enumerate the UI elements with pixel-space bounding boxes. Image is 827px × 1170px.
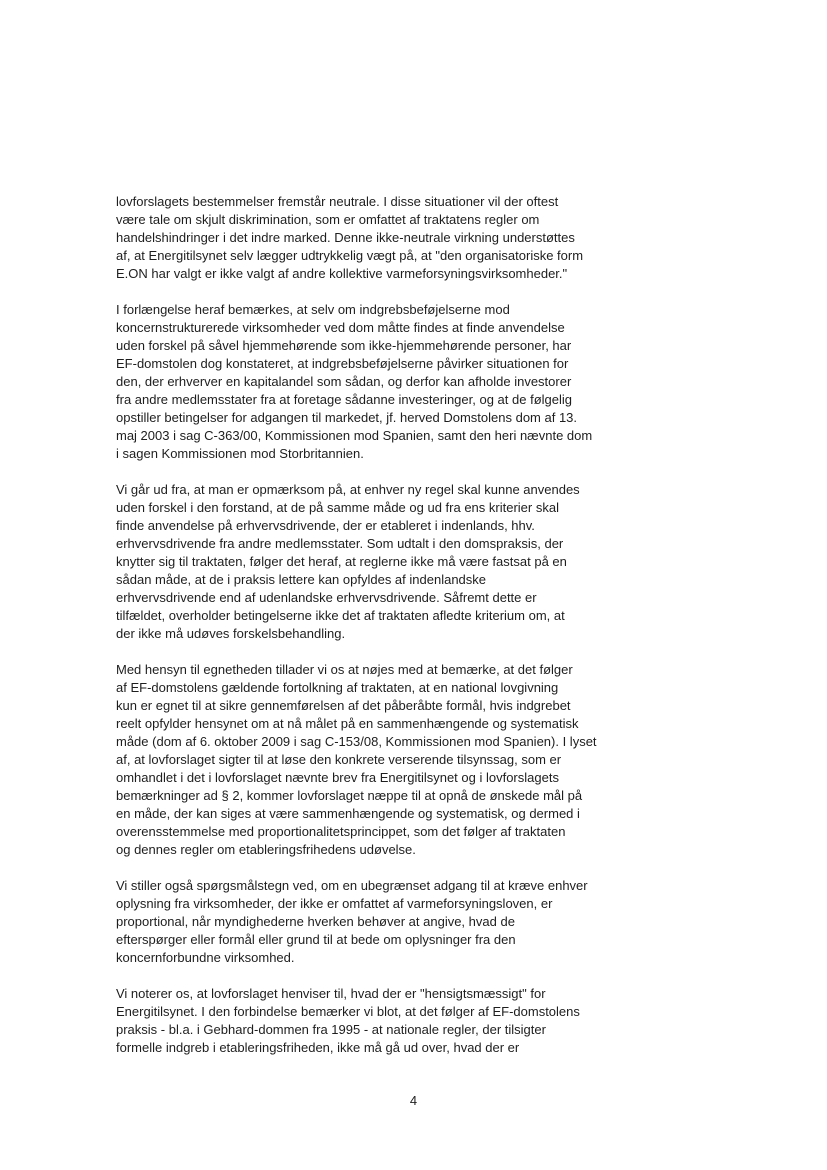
text-line: Vi noterer os, at lovforslaget henviser til, hvad der er "hensigtsmæssigt" for [116, 986, 546, 1001]
text-line: en måde, der kan siges at være sammenhængende og systematisk, og dermed i [116, 806, 580, 821]
text-line: der ikke må udøves forskelsbehandling. [116, 626, 346, 641]
text-line: efterspørger eller formål eller grund til at bede om oplysninger fra den [116, 932, 516, 947]
text-line: Vi går ud fra, at man er opmærksom på, at enhver ny regel skal kunne anvendes [116, 482, 580, 497]
text-line: måde (dom af 6. oktober 2009 i sag C-153/08, Kommissionen mod Spanien). I lyset [116, 734, 597, 749]
text-line: reelt opfylder hensynet om at nå målet på en sammenhængende og systematisk [116, 716, 579, 731]
text-line: af, at lovforslaget sigter til at løse den konkrete verserende tilsynssag, som er [116, 752, 562, 767]
text-line: opstiller betingelser for adgangen til markedet, jf. herved Domstolens dom af 13. [116, 410, 578, 425]
paragraph [116, 301, 716, 463]
text-line: finde anvendelse på erhvervsdrivende, der er etableret i indenlands, hhv. [116, 518, 535, 533]
text-line: proportional, når myndighederne hverken behøver at angive, hvad de [116, 914, 515, 929]
text-line: i sagen Kommissionen mod Storbritannien. [116, 446, 364, 461]
page-number: 4 [409, 1093, 418, 1108]
text-line: af, at Energitilsynet selv lægger udtrykkelig vægt på, at "den organisatoriske form [116, 248, 584, 263]
text-line: knytter sig til traktaten, følger det heraf, at reglerne ikke må være fastsat på en [116, 554, 567, 569]
text-line: oplysning fra virksomheder, der ikke er omfattet af varmeforsyningsloven, er [116, 896, 553, 911]
text-line: uden forskel på såvel hjemmehørende som ikke-hjemmehørende personer, har [116, 338, 572, 353]
text-line: E.ON har valgt er ikke valgt af andre kollektive varmeforsyningsvirksomheder." [116, 266, 568, 281]
text-line: lovforslagets bestemmelser fremstår neutrale. I disse situationer vil der oftest [116, 194, 559, 209]
paragraph [116, 481, 716, 643]
text-line: fra andre medlemsstater fra at foretage sådanne investeringer, og at de følgelig [116, 392, 572, 407]
paragraph [116, 877, 716, 967]
text-line: bemærkninger ad § 2, kommer lovforslaget næppe til at opnå de ønskede mål på [116, 788, 583, 803]
paragraph [116, 193, 716, 283]
text-line: sådan måde, at de i praksis lettere kan opfyldes af indenlandske [116, 572, 487, 587]
text-line: I forlængelse heraf bemærkes, at selv om indgrebsbeføjelserne mod [116, 302, 510, 317]
text-line: praksis - bl.a. i Gebhard-dommen fra 1995 - at nationale regler, der tilsigter [116, 1022, 546, 1037]
text-line: erhvervsdrivende fra andre medlemsstater. Som udtalt i den domspraksis, der [116, 536, 564, 551]
text-line: Vi stiller også spørgsmålstegn ved, om en ubegrænset adgang til at kræve enhver [116, 878, 588, 893]
text-line: EF-domstolen dog konstateret, at indgrebsbeføjelserne påvirker situationen for [116, 356, 569, 371]
text-line: af EF-domstolens gældende fortolkning af traktaten, at en national lovgivning [116, 680, 559, 695]
paragraph [116, 661, 716, 859]
text-line: formelle indgreb i etableringsfriheden, ikke må gå ud over, hvad der er [116, 1040, 520, 1055]
text-line: Energitilsynet. I den forbindelse bemærker vi blot, at det følger af EF-domstolens [116, 1004, 580, 1019]
paragraph [116, 985, 716, 1057]
text-line: Med hensyn til egnetheden tillader vi os at nøjes med at bemærke, at det følger [116, 662, 573, 677]
text-line: omhandlet i det i lovforslaget nævnte brev fra Energitilsynet og i lovforslagets [116, 770, 559, 785]
text-line: koncernforbundne virksomhed. [116, 950, 295, 965]
text-line: tilfældet, overholder betingelserne ikke det af traktaten afledte kriterium om, at [116, 608, 565, 623]
text-line: handelshindringer i det indre marked. Denne ikke-neutrale virkning understøttes [116, 230, 575, 245]
text-line: uden forskel i den forstand, at de på samme måde og ud fra ens kriterier skal [116, 500, 559, 515]
text-line: den, der erhverver en kapitalandel som sådan, og derfor kan afholde investorer [116, 374, 572, 389]
text-line: maj 2003 i sag C-363/00, Kommissionen mod Spanien, samt den heri nævnte dom [116, 428, 593, 443]
text-line: koncernstrukturerede virksomheder ved dom måtte findes at finde anvendelse [116, 320, 565, 335]
text-line: være tale om skjult diskrimination, som er omfattet af traktatens regler om [116, 212, 540, 227]
text-line: erhvervsdrivende end af udenlandske erhvervsdrivende. Såfremt dette er [116, 590, 537, 605]
text-line: og dennes regler om etableringsfrihedens udøvelse. [116, 842, 416, 857]
document-body [116, 193, 716, 1075]
text-line: kun er egnet til at sikre gennemførelsen af det påberåbte formål, hvis indgrebet [116, 698, 571, 713]
text-line: overensstemmelse med proportionalitetsprincippet, som det følger af traktaten [116, 824, 566, 839]
